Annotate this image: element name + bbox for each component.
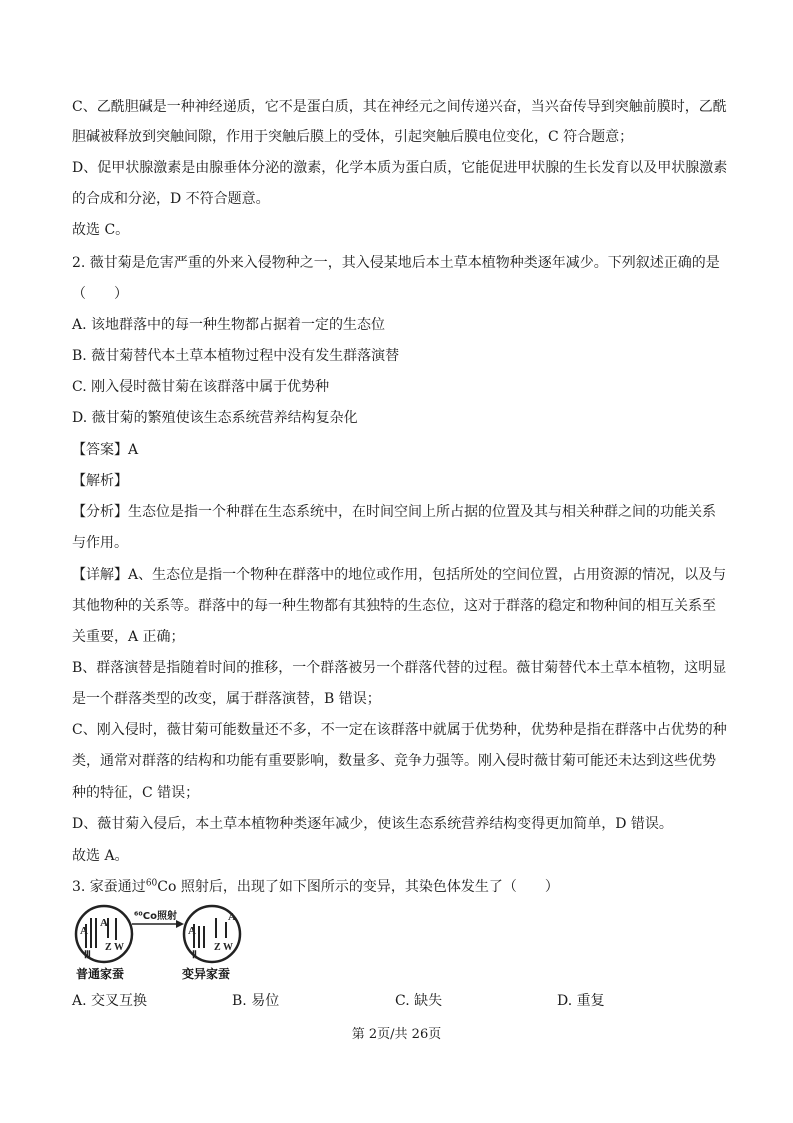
detail-text: 【详解】A、生态位是指一个物种在群落中的地位或作用，包括所处的空间位置，占用资源的情况，以及与 — [72, 567, 727, 583]
detail-text: B、群落演替是指随着时间的推移，一个群落被另一个群落代替的过程。薇甘菊替代本土草本植物，这明显 — [72, 660, 727, 676]
q3-prefix: 3. 家蚕通过 — [72, 879, 146, 895]
chromosome-figure — [70, 904, 260, 984]
text-line: 胆碱被释放到突触间隙，作用于突触后膜上的受体，引起突触后膜电位变化，C 符合题意； — [72, 129, 634, 145]
q3-suffix: Co 照射后，出现了如下图所示的变异，其染色体发生了（ ） — [157, 879, 559, 895]
q3-option-a: A. 交叉互换 — [72, 993, 148, 1009]
text-line: C、乙酰胆碱是一种神经递质，它不是蛋白质，其在神经元之间传递兴奋，当兴奋传导到突触前膜时，乙酰 — [72, 99, 727, 115]
detail-text: C、刚入侵时，薇甘菊可能数量还不多，不一定在该群落中就属于优势种，优势种是指在群落中占优势的种 — [72, 722, 727, 738]
arrow-head — [176, 920, 184, 928]
question-3-stem — [72, 877, 559, 897]
chrom-ii-label: Ⅱ — [192, 950, 197, 961]
page-footer: 第 2页/共 26页 — [351, 1027, 442, 1042]
q3-option-b: B. 易位 — [232, 993, 280, 1009]
detail-text: 其他物种的关系等。群落中的每一种生物都有其独特的生态位，这对于群落的稳定和物种间的相互关系至 — [72, 598, 716, 614]
analysis-text: 【分析】生态位是指一个种群在生态系统中，在时间空间上所占据的位置及其与相关种群之间的功能关系 — [72, 504, 716, 520]
detail-text: 故选 A。 — [72, 848, 129, 864]
question-2-stem: 2. 薇甘菊是危害严重的外来入侵物种之一，其入侵某地后本土草本植物种类逐年减少。下列叙述正确的是 — [72, 255, 720, 271]
detail-text: 是一个群落类型的改变，属于群落演替，B 错误； — [72, 691, 381, 707]
detail-text: 关重要，A 正确； — [72, 629, 185, 645]
option-d: D. 薇甘菊的繁殖使该生态系统营养结构复杂化 — [72, 410, 358, 426]
zw-label: Z W — [105, 942, 124, 953]
q3-superscript: 60 — [145, 878, 158, 889]
text-line: D、促甲状腺激素是由腺垂体分泌的激素，化学本质为蛋白质，它能促进甲状腺的生长发育以及甲状腺激素 — [72, 160, 728, 176]
zw-label: Z W — [214, 942, 233, 953]
chrom-iii-label: Ⅲ — [84, 950, 91, 961]
gene-a-label: A — [188, 925, 196, 937]
analysis-label: 【解析】 — [72, 473, 128, 489]
question-2-blank: （ ） — [72, 286, 128, 302]
answer-label: 【答案】A — [72, 442, 139, 458]
arrow-label: ⁶⁰Co照射 — [134, 911, 177, 922]
detail-text: 种的特征，C 错误； — [72, 785, 200, 801]
option-c: C. 刚入侵时薇甘菊在该群落中属于优势种 — [72, 379, 330, 395]
text-line: 故选 C。 — [72, 222, 130, 238]
detail-text: D、薇甘菊入侵后，本土草本植物种类逐年减少，使该生态系统营养结构变得更加简单，D 错误。 — [72, 816, 673, 832]
normal-silkworm-label: 普通家蚕 — [76, 967, 125, 981]
option-b: B. 薇甘菊替代本土草本植物过程中没有发生群落演替 — [72, 348, 400, 364]
option-a: A. 该地群落中的每一种生物都占据着一定的生态位 — [72, 317, 386, 333]
text-line: 的合成和分泌，D 不符合题意。 — [72, 191, 270, 207]
gene-a-label: A — [80, 925, 88, 937]
mutant-silkworm-label: 变异家蚕 — [182, 967, 231, 981]
gene-a-label: A — [100, 917, 108, 929]
detail-text: 类，通常对群落的结构和功能有重要影响，数量多、竞争力强等。刚入侵时薇甘菊可能还未达到这些优势 — [72, 753, 716, 769]
analysis-text: 与作用。 — [72, 535, 128, 551]
q3-option-c: C. 缺失 — [395, 993, 443, 1009]
q3-option-d: D. 重复 — [557, 993, 605, 1009]
gene-a-label: A — [228, 911, 236, 923]
